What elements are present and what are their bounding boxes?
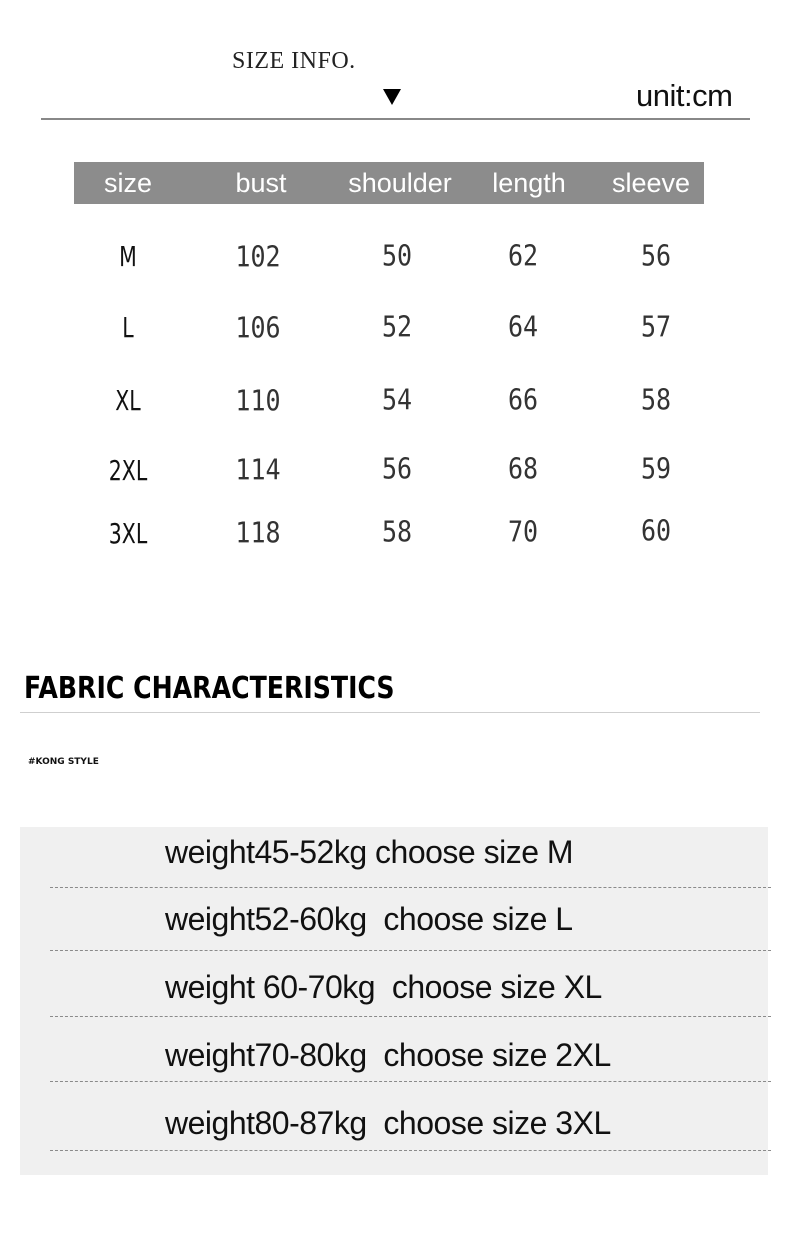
table-cell-shoulder: 56 [381,451,413,486]
table-cell-sleeve: 60 [640,513,672,548]
fabric-divider [20,712,760,713]
column-header-shoulder: shoulder [348,168,452,198]
table-cell-size: M [119,240,137,273]
table-cell-size: 2XL [108,454,148,487]
table-cell-size: XL [115,384,141,417]
table-cell-sleeve: 57 [640,309,672,344]
weight-guide-panel [20,827,768,1175]
weight-guide-row-m: weight45-52kg choose size M [165,834,574,870]
fabric-characteristics-heading: FABRIC CHARACTERISTICS [24,671,395,706]
row-divider [50,1081,771,1082]
table-cell-shoulder: 50 [381,238,413,273]
row-divider [50,1150,771,1151]
table-cell-length: 68 [507,451,539,486]
table-cell-size: 3XL [108,517,148,550]
table-cell-sleeve: 59 [640,451,672,486]
table-cell-shoulder: 52 [381,309,413,344]
table-cell-length: 64 [507,309,539,344]
table-cell-bust: 110 [235,383,281,418]
column-header-sleeve: sleeve [611,168,691,198]
row-divider [50,1016,771,1017]
arrow-down-icon [383,89,401,105]
header-divider [41,118,750,120]
table-cell-shoulder: 54 [381,382,413,417]
table-cell-length: 66 [507,382,539,417]
table-cell-size: L [122,311,134,344]
table-cell-bust: 114 [235,452,281,487]
column-header-length: length [492,168,566,198]
weight-guide-row-xl: weight 60-70kg choose size XL [165,969,602,1005]
weight-guide-row-l: weight52-60kg choose size L [165,901,573,937]
style-tag: #KONG STYLE [28,757,99,767]
table-cell-bust: 106 [235,310,281,345]
table-cell-bust: 118 [235,515,281,550]
size-table-header [74,162,704,204]
row-divider [50,950,771,951]
table-cell-bust: 102 [235,239,281,274]
table-cell-length: 70 [507,514,539,549]
table-cell-sleeve: 56 [640,238,672,273]
weight-guide-row-2xl: weight70-80kg choose size 2XL [165,1037,611,1073]
unit-label: unit:cm [636,78,733,113]
table-cell-length: 62 [507,238,539,273]
row-divider [50,887,771,888]
table-cell-sleeve: 58 [640,382,672,417]
weight-guide-row-3xl: weight80-87kg choose size 3XL [165,1105,611,1141]
column-header-bust: bust [235,168,287,198]
column-header-size: size [103,168,152,198]
table-cell-shoulder: 58 [381,514,413,549]
size-info-title: SIZE INFO. [232,48,356,74]
